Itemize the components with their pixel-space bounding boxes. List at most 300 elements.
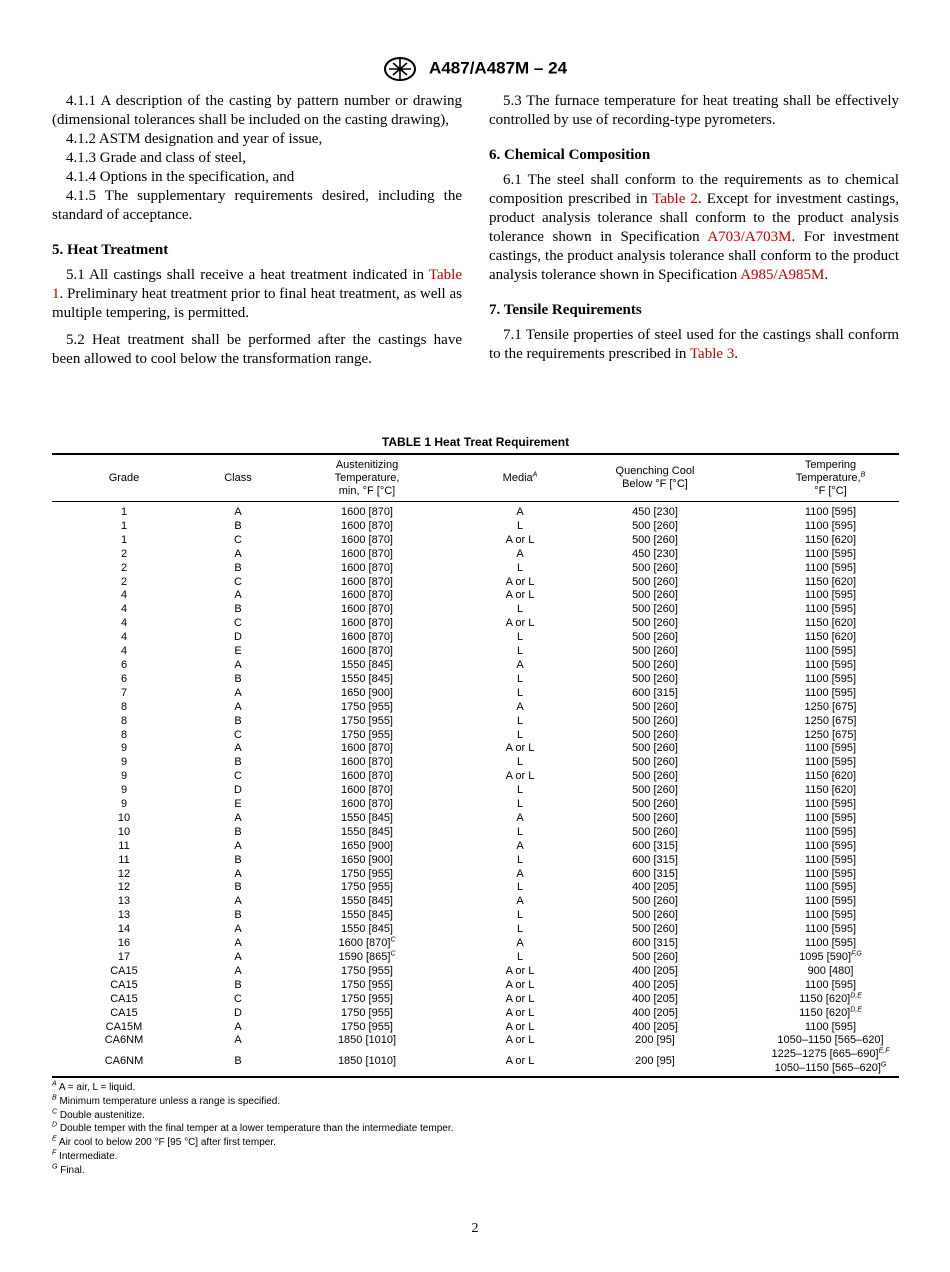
cell-text: 500 [260] <box>632 631 678 644</box>
cell-austenitizing <box>280 840 454 854</box>
cell-media <box>454 756 586 770</box>
cell-text: 1050–1150 [565–620] <box>774 1062 881 1075</box>
cell-text: 1600 [870] <box>341 770 393 783</box>
cell-text: L <box>516 881 524 894</box>
text: 6.1 The steel shall conform to the requirements as to chemical composition prescribed in <box>489 172 899 207</box>
cell-text: D <box>234 784 242 797</box>
col-austenitizing <box>280 454 454 502</box>
cell-text: 1250 [675] <box>804 728 857 741</box>
cell-grade <box>52 687 196 701</box>
page-header <box>0 56 950 82</box>
cell-text: A <box>516 839 524 852</box>
cell-class <box>196 937 280 951</box>
cell-tempering <box>724 965 899 979</box>
cell-text: 500 [260] <box>632 519 678 532</box>
cell-text: A <box>234 506 242 518</box>
cell-text: 500 [260] <box>632 923 678 936</box>
text: 5.1 All castings shall receive a heat treatment indicated in <box>66 267 429 283</box>
cell-media <box>454 868 586 882</box>
footnote-text: Final. <box>57 1164 85 1176</box>
cell-quenching <box>586 1021 724 1035</box>
cell-text: 1100 [595] <box>804 519 857 532</box>
cell-class <box>196 909 280 923</box>
cell-text: A <box>516 895 524 908</box>
cell-text: 1100 [595] <box>804 825 857 838</box>
cell-quenching <box>586 645 724 659</box>
cell-text: 1600 [870] <box>341 561 393 574</box>
cell-text: L <box>516 561 524 574</box>
designation: A487/A487M – 24 <box>429 58 568 78</box>
cell-class <box>196 673 280 687</box>
cell-tempering <box>724 673 899 687</box>
cell-text: 1250 [675] <box>804 700 857 713</box>
cell-tempering <box>724 798 899 812</box>
cell-text: 1150 [620] <box>799 1006 851 1019</box>
cell-grade <box>52 826 196 840</box>
cell-text: 9 <box>120 770 128 783</box>
cell-class <box>196 770 280 784</box>
cell-text: CA15 <box>110 992 138 1005</box>
cell-text: 1650 [900] <box>341 853 393 866</box>
cell-text: B <box>234 978 242 991</box>
cell-quenching <box>586 937 724 951</box>
cell-text: 1600 [870] <box>341 519 393 532</box>
cell-tempering <box>724 548 899 562</box>
cell-class <box>196 729 280 743</box>
cell-text: 1 <box>120 533 128 546</box>
cell-grade <box>52 742 196 756</box>
table-row <box>52 687 899 701</box>
cell-text: A or L <box>505 978 535 991</box>
cell-grade <box>52 812 196 826</box>
table-3-link[interactable]: Table 3 <box>689 346 735 362</box>
para-4-1-3: 4.1.3 Grade and class of steel, <box>66 150 246 166</box>
cell-text: A <box>516 658 524 671</box>
cell-quenching <box>586 673 724 687</box>
cell-text: A or L <box>505 589 535 602</box>
cell-text: B <box>234 853 242 866</box>
cell-class <box>196 979 280 993</box>
cell-text: 400 [205] <box>632 1020 678 1033</box>
cell-text: 16 <box>117 937 131 950</box>
footnote-text: Intermediate. <box>56 1150 118 1162</box>
table-row <box>52 993 899 1007</box>
cell-grade <box>52 909 196 923</box>
cell-class <box>196 603 280 617</box>
footnote-mark: D,E <box>850 1005 862 1013</box>
cell-grade <box>52 881 196 895</box>
cell-austenitizing <box>280 923 454 937</box>
cell-austenitizing <box>280 1034 454 1048</box>
table-row <box>52 673 899 687</box>
table-row <box>52 937 899 951</box>
cell-text: 1100 [595] <box>804 867 857 880</box>
cell-austenitizing <box>280 562 454 576</box>
cell-text: 600 [315] <box>632 853 678 866</box>
cell-media <box>454 937 586 951</box>
table-row <box>52 589 899 603</box>
cell-austenitizing <box>280 965 454 979</box>
cell-grade <box>52 548 196 562</box>
cell-text: 1150 [620] <box>799 992 851 1005</box>
footnote-mark: B <box>860 470 866 478</box>
text: . <box>824 267 829 283</box>
para-4-1-4: 4.1.4 Options in the specification, and <box>66 169 295 185</box>
cell-quenching <box>586 502 724 520</box>
cell-text: 400 [205] <box>632 881 678 894</box>
cell-text: 400 [205] <box>632 1006 678 1019</box>
section-6-heading: 6. Chemical Composition <box>489 147 651 163</box>
cell-class <box>196 576 280 590</box>
cell-grade <box>52 576 196 590</box>
cell-tempering <box>724 756 899 770</box>
cell-media <box>454 826 586 840</box>
cell-text: A <box>234 811 242 824</box>
cell-text: 1050–1150 [565–620] <box>777 1034 884 1047</box>
cell-grade <box>52 589 196 603</box>
cell-text: 1650 [900] <box>341 686 393 699</box>
footnote <box>52 1095 453 1109</box>
cell-class <box>196 617 280 631</box>
cell-text: CA15 <box>110 1006 138 1019</box>
cell-text: 500 [260] <box>632 645 678 658</box>
cell-text: A <box>516 700 524 713</box>
cell-text: 1600 [870] <box>341 784 393 797</box>
cell-text: 4 <box>120 617 128 630</box>
cell-austenitizing <box>280 742 454 756</box>
cell-grade <box>52 645 196 659</box>
cell-quenching <box>586 617 724 631</box>
text: Temperature, <box>334 471 400 484</box>
cell-class <box>196 881 280 895</box>
cell-text: 17 <box>117 951 131 963</box>
cell-austenitizing <box>280 854 454 868</box>
cell-text: A <box>234 964 242 977</box>
footnote <box>52 1136 453 1150</box>
footnote <box>52 1164 453 1178</box>
cell-tempering <box>724 645 899 659</box>
cell-text: 13 <box>117 909 131 922</box>
table-2-link[interactable]: Table 2 <box>652 191 698 207</box>
cell-media <box>454 562 586 576</box>
cell-text: 400 [205] <box>632 978 678 991</box>
cell-tempering <box>724 617 899 631</box>
table-row <box>52 548 899 562</box>
cell-text: L <box>516 798 524 811</box>
cell-text: C <box>234 728 242 741</box>
cell-quenching <box>586 631 724 645</box>
cell-text: L <box>516 853 524 866</box>
cell-grade <box>52 854 196 868</box>
cell-tempering <box>724 589 899 603</box>
cell-grade <box>52 729 196 743</box>
cell-austenitizing <box>280 520 454 534</box>
cell-tempering <box>724 895 899 909</box>
cell-text: 600 [315] <box>632 867 678 880</box>
cell-text: E <box>234 798 242 811</box>
cell-text: B <box>234 756 242 769</box>
cell-austenitizing <box>280 868 454 882</box>
cell-text: 1750 [955] <box>341 1006 393 1019</box>
cell-text: 1550 [845] <box>341 923 393 936</box>
cell-quenching <box>586 742 724 756</box>
cell-text: B <box>234 825 242 838</box>
cell-text: 1750 [955] <box>341 700 393 713</box>
cell-quenching <box>586 729 724 743</box>
text: . For investment castings, the product analysis tolerance shall conform to the product analysis tolerance shown in Specification <box>489 229 899 283</box>
cell-text: 1750 [955] <box>341 728 393 741</box>
cell-text: A or L <box>505 1020 535 1033</box>
cell-text: 500 [260] <box>632 909 678 922</box>
table-row <box>52 812 899 826</box>
cell-text: 9 <box>120 784 128 797</box>
cell-media <box>454 589 586 603</box>
cell-media <box>454 603 586 617</box>
cell-text: 1850 [1010] <box>337 1055 397 1068</box>
cell-austenitizing <box>280 659 454 673</box>
cell-class <box>196 1048 280 1077</box>
cell-text: 2 <box>120 547 128 560</box>
cell-austenitizing <box>280 715 454 729</box>
a985-link[interactable]: A985/A985M <box>740 267 825 283</box>
cell-quenching <box>586 1048 724 1077</box>
table-row <box>52 756 899 770</box>
cell-text: 8 <box>120 700 128 713</box>
cell-class <box>196 868 280 882</box>
cell-text: A or L <box>505 742 535 755</box>
cell-austenitizing <box>280 617 454 631</box>
cell-text: 7 <box>120 686 128 699</box>
footnote-mark: B <box>52 1094 57 1102</box>
heat-treat-table <box>52 453 899 1078</box>
cell-text: 1100 [595] <box>804 881 857 894</box>
cell-text: 1100 [595] <box>804 645 857 658</box>
cell-text: L <box>516 909 524 922</box>
cell-media <box>454 631 586 645</box>
table-row <box>52 645 899 659</box>
cell-grade <box>52 784 196 798</box>
cell-text: 1550 [845] <box>341 825 393 838</box>
cell-text: 500 [260] <box>632 575 678 588</box>
cell-text: A or L <box>505 992 535 1005</box>
cell-text: A <box>234 839 242 852</box>
cell-text: C <box>234 617 242 630</box>
cell-text: L <box>516 923 524 936</box>
footnote-mark: D,E <box>850 992 862 1000</box>
text: Media <box>502 471 533 484</box>
cell-media <box>454 979 586 993</box>
cell-text: CA15 <box>110 978 138 991</box>
cell-text: 1100 [595] <box>804 658 857 671</box>
cell-media <box>454 840 586 854</box>
cell-media <box>454 951 586 965</box>
cell-quenching <box>586 548 724 562</box>
cell-text: 1100 [595] <box>804 937 857 950</box>
cell-text: L <box>516 603 524 616</box>
table-row <box>52 1034 899 1048</box>
cell-tempering <box>724 1021 899 1035</box>
cell-grade <box>52 965 196 979</box>
cell-text: 1100 [595] <box>804 672 857 685</box>
cell-tempering <box>724 881 899 895</box>
cell-media <box>454 576 586 590</box>
cell-grade <box>52 979 196 993</box>
table-row <box>52 868 899 882</box>
para-4-1-1: 4.1.1 A description of the casting by pattern number or drawing (dimensional tolerances shall be included on the casting drawing), <box>52 93 462 128</box>
table-row <box>52 603 899 617</box>
cell-quenching <box>586 770 724 784</box>
cell-text: 1600 [870] <box>341 603 393 616</box>
cell-text: L <box>516 631 524 644</box>
table-row <box>52 1021 899 1035</box>
a703-link[interactable]: A703/A703M <box>707 229 792 245</box>
cell-text: 1150 [620] <box>804 575 857 588</box>
cell-text: A <box>234 867 242 880</box>
cell-text: A or L <box>505 1055 535 1068</box>
cell-class <box>196 589 280 603</box>
section-7-heading: 7. Tensile Requirements <box>489 302 642 318</box>
cell-grade <box>52 1021 196 1035</box>
cell-text: 1750 [955] <box>341 964 393 977</box>
table-row <box>52 881 899 895</box>
cell-text: B <box>234 714 242 727</box>
cell-austenitizing <box>280 729 454 743</box>
cell-text: L <box>516 784 524 797</box>
table-row <box>52 979 899 993</box>
cell-media <box>454 798 586 812</box>
cell-text: L <box>516 672 524 685</box>
table-row <box>52 923 899 937</box>
cell-tempering <box>724 826 899 840</box>
cell-class <box>196 951 280 965</box>
cell-text: A <box>234 923 242 936</box>
cell-tempering <box>724 770 899 784</box>
cell-austenitizing <box>280 589 454 603</box>
cell-austenitizing <box>280 881 454 895</box>
col-media <box>454 454 586 502</box>
cell-media <box>454 1034 586 1048</box>
footnote-mark: C <box>390 950 396 958</box>
cell-class <box>196 534 280 548</box>
cell-media <box>454 742 586 756</box>
cell-text: 1550 [845] <box>341 811 393 824</box>
col-class: Class <box>224 471 252 484</box>
cell-text: CA15M <box>105 1020 143 1033</box>
cell-grade <box>52 617 196 631</box>
cell-text: L <box>516 951 524 963</box>
cell-austenitizing <box>280 909 454 923</box>
cell-text: A <box>234 700 242 713</box>
cell-text: 1600 [870] <box>341 756 393 769</box>
cell-text: L <box>516 645 524 658</box>
cell-tempering <box>724 812 899 826</box>
cell-text: 1550 [845] <box>341 672 393 685</box>
cell-quenching <box>586 659 724 673</box>
cell-text: C <box>234 770 242 783</box>
table-row <box>52 784 899 798</box>
cell-quenching <box>586 520 724 534</box>
cell-media <box>454 1048 586 1077</box>
footnote <box>52 1081 453 1095</box>
cell-tempering <box>724 631 899 645</box>
cell-grade <box>52 770 196 784</box>
left-column <box>52 92 462 369</box>
table-footnotes <box>52 1081 453 1178</box>
table-1-link[interactable]: Table 1 <box>52 267 462 302</box>
footnote-text: Double austenitize. <box>57 1109 145 1121</box>
cell-media <box>454 1007 586 1021</box>
cell-text: 10 <box>117 825 131 838</box>
cell-text: 400 [205] <box>632 964 678 977</box>
table-row <box>52 895 899 909</box>
cell-text: 1750 [955] <box>341 714 393 727</box>
cell-text: 1225–1275 [665–690] <box>771 1048 879 1061</box>
footnote-text: A = air, L = liquid. <box>56 1082 136 1093</box>
cell-tempering <box>724 1034 899 1048</box>
cell-austenitizing <box>280 673 454 687</box>
cell-austenitizing <box>280 951 454 965</box>
cell-austenitizing <box>280 631 454 645</box>
cell-tempering <box>724 729 899 743</box>
cell-text: 1650 [900] <box>341 839 393 852</box>
cell-austenitizing <box>280 645 454 659</box>
cell-austenitizing <box>280 937 454 951</box>
cell-austenitizing <box>280 534 454 548</box>
cell-text: 9 <box>120 756 128 769</box>
cell-quenching <box>586 756 724 770</box>
cell-text: A or L <box>505 1034 535 1047</box>
para-5-2: 5.2 Heat treatment shall be performed after the castings have been allowed to cool below the transformation range. <box>52 332 462 367</box>
cell-grade <box>52 951 196 965</box>
cell-tempering <box>724 715 899 729</box>
table-row <box>52 502 899 520</box>
cell-text: 1100 [595] <box>804 798 857 811</box>
cell-text: 1100 [595] <box>804 686 857 699</box>
cell-text: L <box>516 728 524 741</box>
cell-class <box>196 854 280 868</box>
cell-tempering <box>724 937 899 951</box>
cell-quenching <box>586 868 724 882</box>
cell-quenching <box>586 909 724 923</box>
cell-quenching <box>586 534 724 548</box>
cell-austenitizing <box>280 502 454 520</box>
text: . <box>734 346 739 362</box>
cell-text: 1600 [870] <box>341 506 393 518</box>
table-row <box>52 798 899 812</box>
col-quenching <box>586 454 724 502</box>
cell-quenching <box>586 576 724 590</box>
cell-text: B <box>234 603 242 616</box>
footnote-mark: F,G <box>851 950 862 958</box>
cell-tempering <box>724 840 899 854</box>
cell-text: A or L <box>505 770 535 783</box>
footnote-text: Double temper with the final temper at a lower temperature than the intermediate temper. <box>57 1123 454 1135</box>
cell-austenitizing <box>280 812 454 826</box>
cell-austenitizing <box>280 1021 454 1035</box>
cell-tempering <box>724 520 899 534</box>
text: Below °F [°C] <box>622 478 688 490</box>
cell-tempering <box>724 923 899 937</box>
cell-text: 1750 [955] <box>341 992 393 1005</box>
cell-text: A <box>234 686 242 699</box>
cell-austenitizing <box>280 687 454 701</box>
cell-text: 10 <box>117 811 131 824</box>
cell-quenching <box>586 923 724 937</box>
cell-class <box>196 631 280 645</box>
cell-text: L <box>516 825 524 838</box>
cell-class <box>196 659 280 673</box>
cell-text: 12 <box>117 881 131 894</box>
